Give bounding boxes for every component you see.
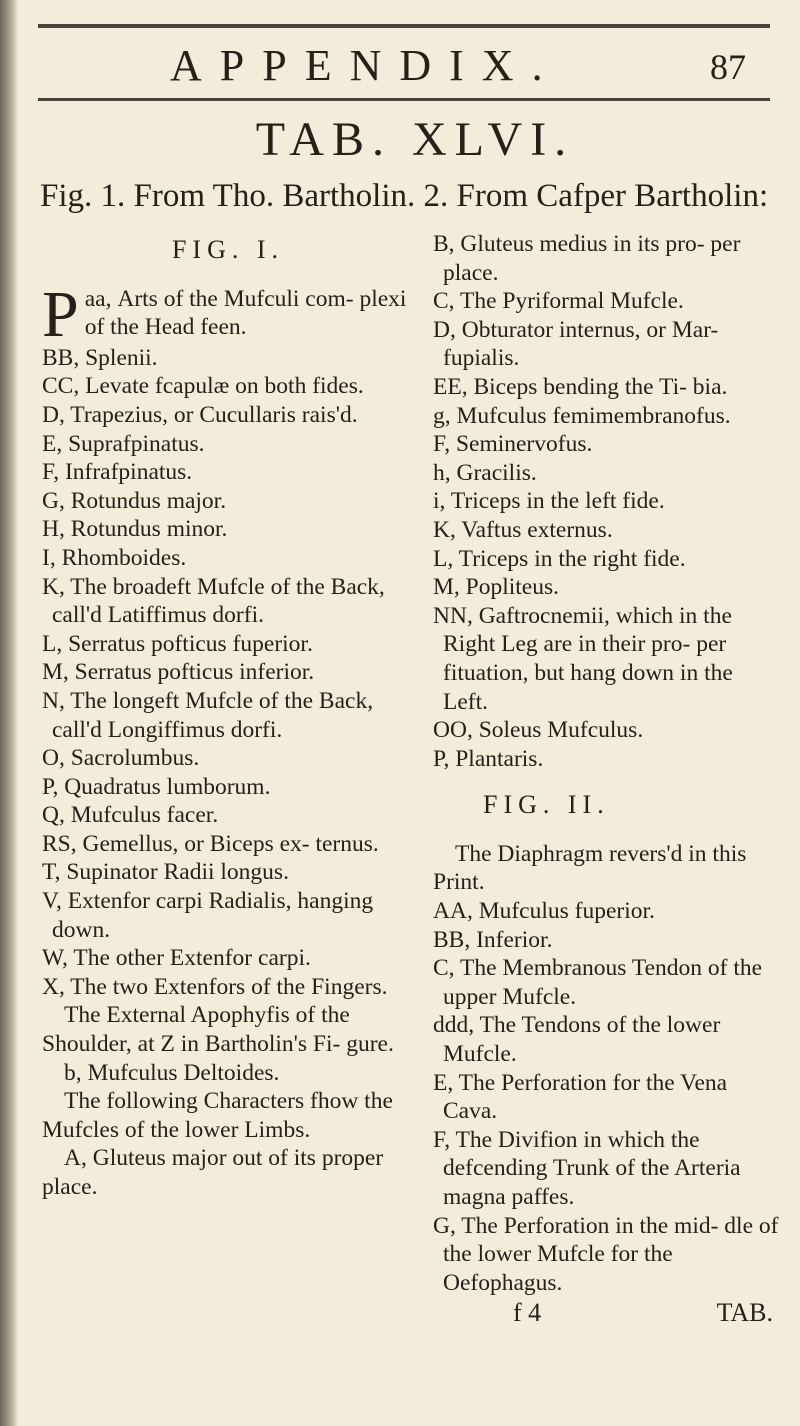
legend-entry: BB, Inferior.	[433, 926, 553, 953]
legend-entry: H, Rotundus minor.	[42, 516, 228, 543]
legend-entry: N, The longeft Mufcle of the Back, call'd Longiffimus dorfi.	[42, 687, 374, 743]
legend-entry: F, Infrafpinatus.	[42, 459, 193, 486]
legend-entry: G, Rotundus major.	[42, 487, 227, 514]
legend-entry: L, Triceps in the right fide.	[433, 545, 686, 572]
legend-entry: b, Mufculus Deltoides.	[64, 1059, 280, 1086]
legend-entry: P, Plantaris.	[433, 745, 544, 772]
legend-entry: V, Extenfor carpi Radialis, hanging down.	[42, 888, 374, 943]
legend-entry: EE, Biceps bending the Ti- bia.	[433, 373, 728, 400]
legend-entry: OO, Soleus Mufculus.	[433, 717, 644, 744]
signature-mark: f 4	[513, 1298, 542, 1328]
legend-entry: F, Seminervofus.	[433, 431, 593, 458]
legend-entry: E, The Perforation for the Vena Cava.	[433, 1069, 728, 1125]
top-rule	[38, 24, 770, 28]
legend-entry: g, Mufculus femimembranofus.	[433, 402, 731, 429]
legend-entry: W, The other Extenfor carpi.	[42, 945, 311, 972]
figure-sources: Fig. 1. From Tho. Bartholin. 2. From Cafper Bartholin:	[40, 178, 769, 214]
catchword: TAB.	[716, 1298, 773, 1328]
page-footer	[433, 1299, 783, 1328]
page-number: 87	[710, 47, 746, 87]
table-title: TAB. XLVI.	[255, 113, 575, 166]
legend-entry: The External Apophyfis of the Shoulder, at Z in Bartholin's Fi- gure.	[42, 1002, 394, 1058]
fig-1-heading: FIG. I.	[171, 235, 285, 264]
legend-entry: AA, Mufculus fuperior.	[433, 898, 655, 925]
legend-entry: K, The broadeft Mufcle of the Back, call'd Latiffimus dorfi.	[42, 573, 385, 629]
legend-entry: K, Vaftus externus.	[433, 516, 613, 543]
header-rule	[38, 98, 770, 101]
legend-entry: E, Suprafpinatus.	[42, 430, 205, 457]
left-column	[42, 230, 414, 1202]
legend-entry: D, Trapezius, or Cucullaris rais'd.	[42, 401, 358, 428]
legend-entry: B, Gluteus medius in its pro- per place.	[433, 231, 741, 286]
fig-2-heading: FIG. II.	[483, 790, 610, 820]
fig-1-first-entry	[42, 277, 414, 351]
legend-entry: CC, Levate fcapulæ on both fides.	[42, 373, 364, 400]
legend-entry: Q, Mufculus facer.	[42, 802, 219, 829]
legend-entry: L, Serratus pofticus fuperior.	[42, 630, 313, 657]
legend-entry: C, The Membranous Tendon of the upper Mufcle.	[433, 955, 763, 1010]
legend-entry: h, Gracilis.	[433, 459, 537, 486]
legend-entry: F, The Divifion in which the defcending Trunk of the Arteria magna paffes.	[433, 1126, 741, 1210]
drop-cap: P	[42, 277, 79, 351]
legend-entry: A, Gluteus major out of its proper place.	[42, 1145, 384, 1200]
running-header	[0, 40, 800, 96]
legend-entry: P, Quadratus lumborum.	[42, 773, 271, 800]
legend-entry: i, Triceps in the left fide.	[433, 488, 665, 515]
legend-entry: C, The Pyriformal Mufcle.	[433, 288, 684, 315]
legend-entry: The following Characters fhow the Mufcles of the lower Limbs.	[42, 1088, 393, 1143]
legend-entry: The Diaphragm revers'd in this Print.	[433, 840, 747, 896]
first-entry-text: Arts of the Mufculi com- plexi of the Head feen.	[84, 285, 407, 341]
right-column	[433, 230, 783, 1328]
legend-entry: O, Sacrolumbus.	[42, 745, 200, 772]
legend-entry: ddd, The Tendons of the lower Mufcle.	[433, 1012, 721, 1068]
legend-entry: M, Serratus pofticus inferior.	[42, 659, 315, 686]
page-binding-shadow	[0, 0, 18, 1426]
legend-entry: T, Supinator Radii longus.	[42, 859, 289, 886]
first-entry-letters: aa,	[84, 285, 112, 312]
legend-entry: D, Obturator internus, or Mar- fupialis.	[433, 316, 719, 372]
legend-entry: BB, Splenii.	[42, 344, 158, 371]
legend-entry: I, Rhomboides.	[42, 544, 187, 571]
legend-entry: X, The two Extenfors of the Fingers.	[42, 973, 388, 1000]
legend-entry: RS, Gemellus, or Biceps ex- ternus.	[42, 830, 379, 857]
running-head: APPENDIX.	[170, 41, 561, 90]
legend-entry: NN, Gaftrocnemii, which in the Right Leg are in their pro- per fituation, but hang down in the Left.	[433, 602, 733, 715]
legend-entry: M, Popliteus.	[433, 574, 560, 601]
legend-entry: G, The Perforation in the mid- dle of the lower Mufcle for the Oefophagus.	[433, 1212, 779, 1296]
